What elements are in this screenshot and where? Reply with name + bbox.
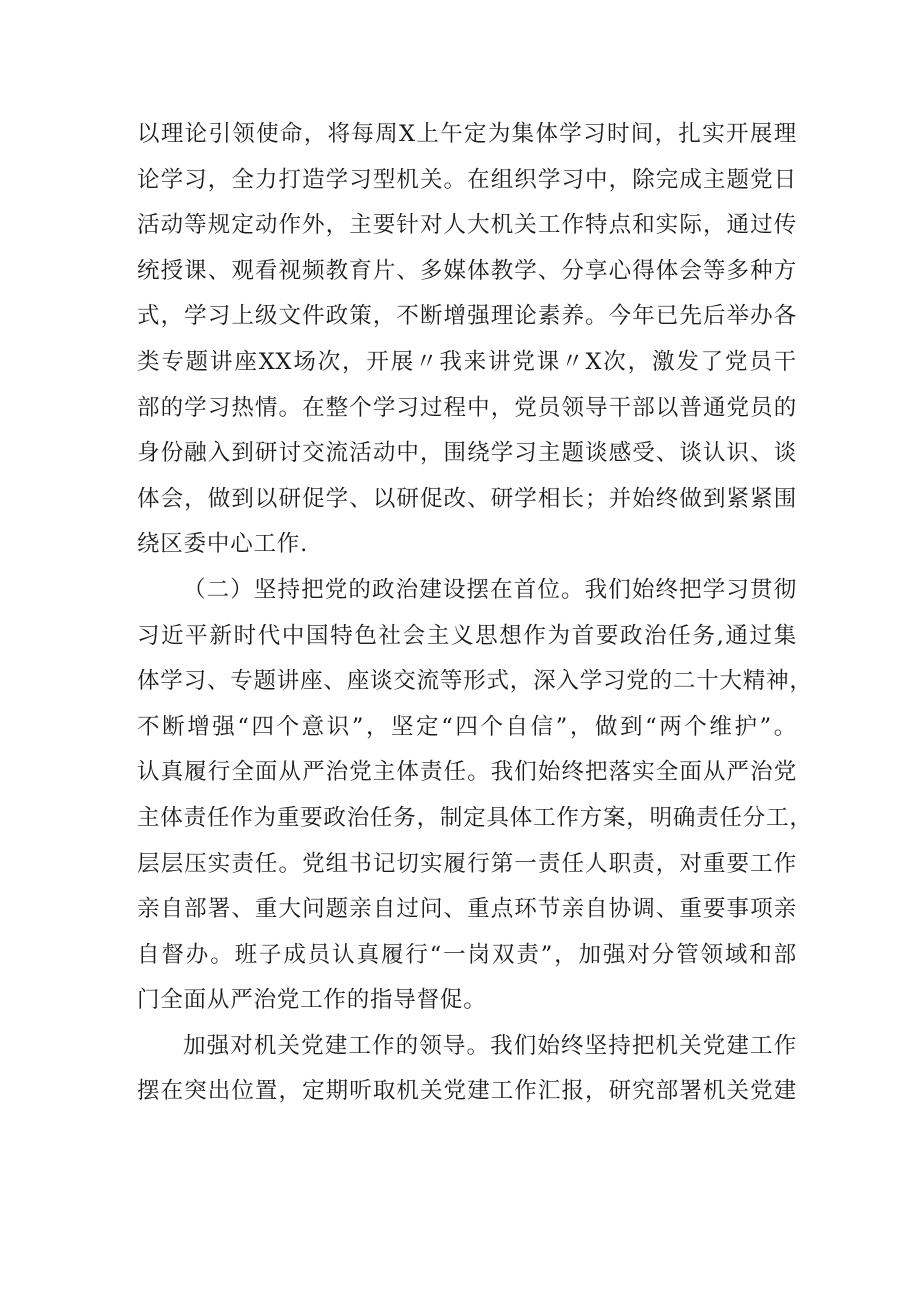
text-line: 统授课、观看视频教育片、多媒体教学、分享心得体会等多种方	[137, 257, 797, 284]
text-line: 摆在突出位置，定期听取机关党建工作汇报，研究部署机关党建	[137, 1078, 797, 1105]
paragraph-3	[137, 1024, 797, 1115]
text-line: 不断增强“四个意识”，坚定“四个自信”，做到“两个维护”。	[137, 713, 797, 740]
text-line: 体学习、专题讲座、座谈交流等形式，深入学习党的二十大精神，	[137, 668, 813, 695]
text-line: 层层压实责任。党组书记切实履行第一责任人职责，对重要工作	[137, 850, 797, 877]
text-line: 加强对机关党建工作的领导。我们始终坚持把机关党建工作	[183, 1032, 797, 1059]
text-line: 亲自部署、重大问题亲自过问、重点环节亲自协调、重要事项亲	[137, 896, 797, 923]
text-line: 认真履行全面从严治党主体责任。我们始终把落实全面从严治党	[137, 759, 797, 786]
text-line: 自督办。班子成员认真履行“一岗双责”，加强对分管领域和部	[137, 941, 797, 968]
document-body	[137, 112, 813, 1115]
text-line: 活动等规定动作外，主要针对人大机关工作特点和实际，通过传	[137, 212, 797, 239]
paragraph-2	[137, 568, 813, 1024]
text-line: 体会，做到以研促学、以研促改、研学相长；并始终做到紧紧围	[137, 485, 797, 512]
text-line: 式，学习上级文件政策，不断增强理论素养。今年已先后举办各	[137, 303, 797, 330]
text-line: 以理论引领使命，将每周X上午定为集体学习时间，扎实开展理	[137, 121, 797, 147]
text-line: 论学习，全力打造学习型机关。在组织学习中，除完成主题党日	[137, 166, 797, 193]
paragraph-1	[137, 112, 797, 568]
text-line: 门全面从严治党工作的指导督促。	[137, 987, 487, 1014]
text-line: （二）坚持把党的政治建设摆在首位。我们始终把学习贯彻	[183, 576, 797, 603]
text-line: 部的学习热情。在整个学习过程中，党员领导干部以普通党员的	[137, 394, 797, 421]
text-line: 身份融入到研讨交流活动中，围绕学习主题谈感受、谈认识、谈	[137, 440, 797, 467]
text-line: 习近平新时代中国特色社会主义思想作为首要政治任务,通过集	[137, 622, 797, 649]
text-line: 主体责任作为重要政治任务，制定具体工作方案，明确责任分工，	[137, 804, 813, 831]
text-line: 类专题讲座XX场次，开展〃我来讲党课〃X次，激发了党员干	[137, 348, 797, 375]
text-line: 绕区委中心工作.	[137, 531, 309, 558]
